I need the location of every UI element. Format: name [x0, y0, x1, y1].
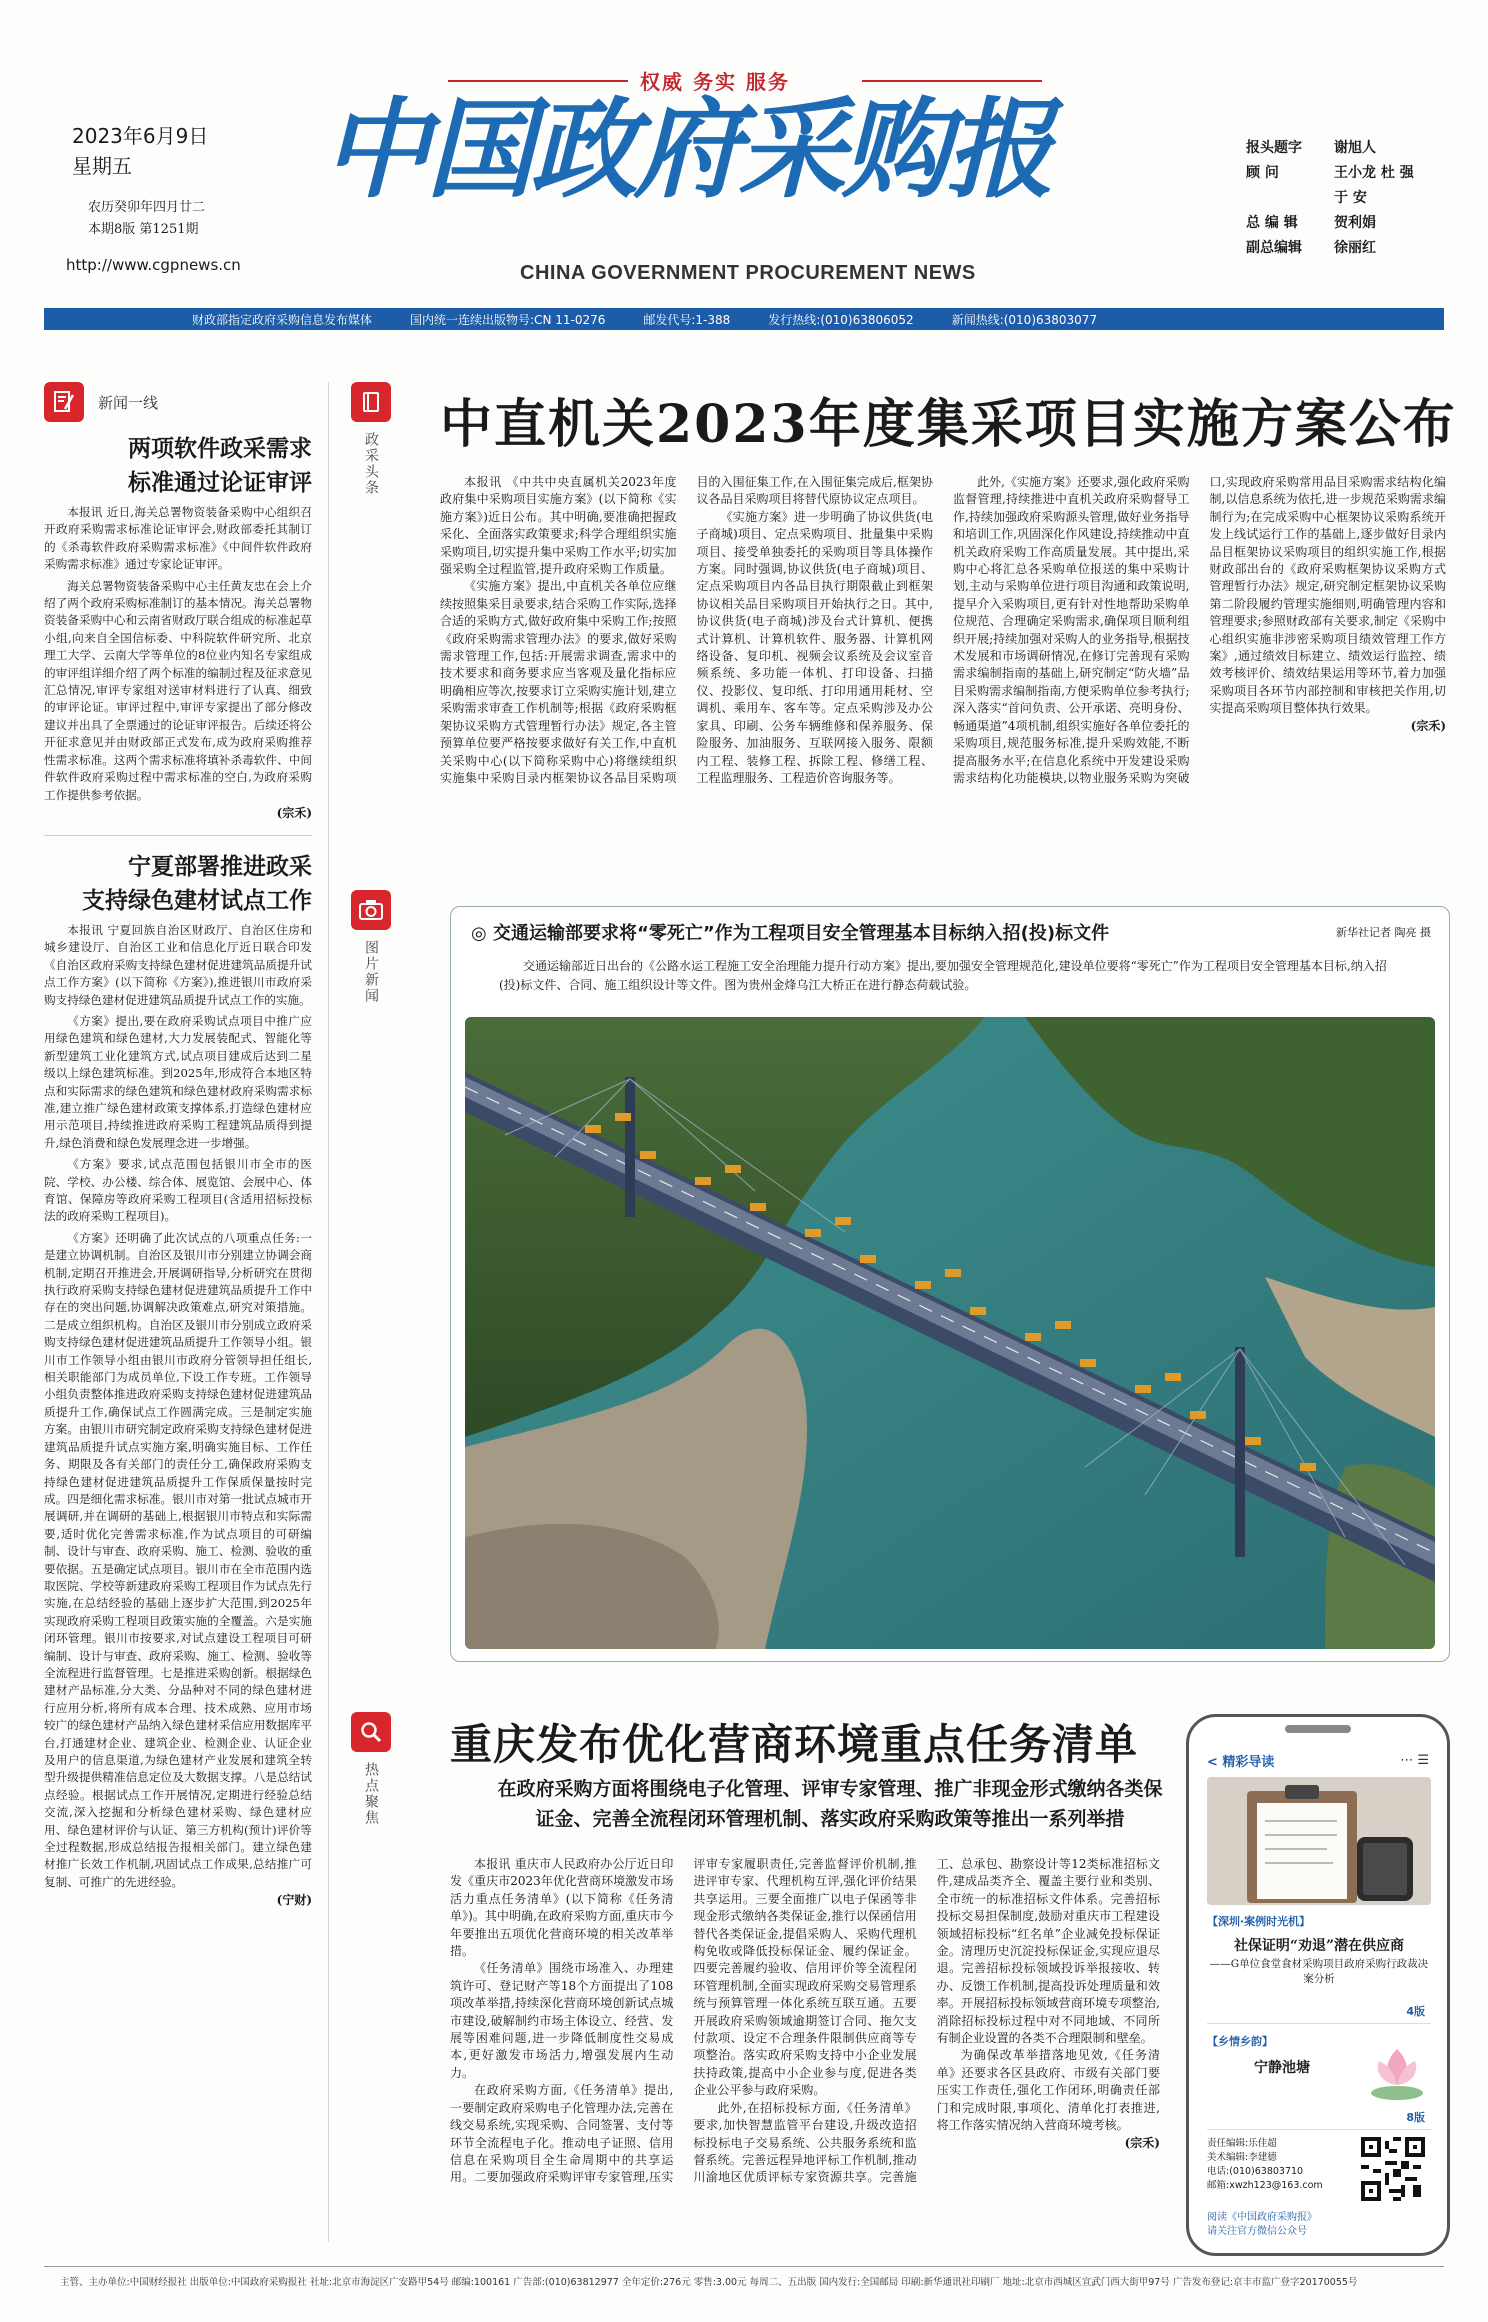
credit-row: 于 安	[1334, 190, 1367, 206]
info-distribution-hotline: 发行热线:(010)63806052	[768, 312, 914, 327]
photo-caption: 交通运输部近日出台的《公路水运工程施工安全治理能力提升行动方案》提出,要加强安全管理规范化,建设单位要将“零死亡”作为工程项目安全管理基本目标,纳入招(投)标文件、合同、施工组织设计等文件。图为贵州金烽乌江大桥正在进行静态荷载试验。	[499, 959, 1387, 992]
info-postal-code: 邮发代号:1-388	[643, 312, 731, 327]
divider	[44, 835, 312, 836]
news-pen-icon	[44, 382, 84, 422]
article-byline: (宁财)	[276, 1893, 312, 1908]
website-link[interactable]: http://www.cgpnews.cn	[66, 256, 241, 274]
credit-row: 副总编辑 徐丽红	[1246, 240, 1376, 256]
publisher-footer: 主管、主办单位:中国财经报社 出版单位:中国政府采购报社 社址:北京市海淀区广安路甲54号 邮编:100161 广告部:(010)63812977 全年定价:276元 零售:3.00元 每周二、五出版 国内发行:全国邮局 印刷:新华通讯社印刷厂 地址:北京市西城区宣武门西大街甲97号 广告发布登记:京丰市监广登字20170055号	[60, 2277, 1358, 2288]
hotspot-subhead: 在政府采购方面将围绕电子化管理、评审专家管理、推广非现金形式缴纳各类保证金、完善全流程闭环管理机制、落实政府采购政策等推出一系列举措	[497, 1778, 1163, 1830]
slogan: 权威 务实 服务	[640, 70, 790, 94]
editorial-credits	[1246, 136, 1414, 261]
newspaper-logo: 中国政府采购报	[322, 87, 1051, 213]
headline-book-icon	[351, 382, 391, 422]
phone-item2-title[interactable]: 宁静池塘	[1254, 2060, 1310, 2076]
hotspot-byline: (宗禾)	[1124, 2135, 1160, 2150]
issue-weekday: 星期五	[72, 154, 132, 178]
photo-news-header	[471, 917, 1431, 947]
section-header-news	[44, 382, 312, 422]
hotspot-headline: 重庆发布优化营商环境重点任务清单	[450, 1720, 1139, 1769]
article-title: 两项软件政采需求 标准通过论证审评	[128, 435, 312, 496]
footer-rule	[44, 2266, 1444, 2267]
newspaper-logo-english: CHINA GOVERNMENT PROCUREMENT NEWS	[520, 262, 976, 284]
phone-item1-page: 4版	[1406, 2005, 1425, 2018]
photo-news-box	[450, 906, 1450, 1662]
hotspot-body: 本报讯 重庆市人民政府办公厅近日印发《重庆市2023年优化营商环境激发市场活力重点任务清单》(以下简称《任务清单》)。其中明确,在政府采购方面,重庆市今年要推出五项优化营商环境的相关改革举措。 《任务清单》围绕市场准入、办理建筑许可、登记财产等18个方面提出了108项改革举措,持续深化营商环境创新试点城市建设,破解制约市场主体设立、经营、发展等困难问题,进一步降低制度性交易成本,更好激发市场活力,增强发展内生动力。 在政府采购方面,《任务清单》提出,一要制定政府采购电子化管理办法,完善在线交易系统,实现采购、合同签署、支付等环节全流程电子化。推动电子证照、信用信息在采购项目全生命周期中的共享运用。二要加强政府采购评审专家管理,压实评审专家履职责任,完善监督评价机制,推进评审专家、代理机构互评,强化评价结果共享运用。三要全面推广以电子保函等非现金形式缴纳各类保证金,推行以保函信用替代各类保证金,提倡采购人、采购代理机构免收或降低投标保证金、履约保证金。四要完善履约验收、信用评价等全流程闭环管理机制,全面实现政府采购交易管理系统与预算管理一体化系统互联互通。五要开展政府采购领域逾期签订合同、拖欠支付款项、设定不合理条件限制供应商等专项整治。落实政府采购支持中小企业发展扶持政策,提高中小企业参与度,促进各类企业公平参与政府采购。 此外,在招标投标方面,《任务清单》要求,加快智慧监管平台建设,升级改造招标投标电子交易系统、公共服务系统和监督系统。完善远程异地评标工作机制,推动川渝地区优质评标专家资源共享。完善施工、总承包、勘察设计等12类标准招标文件,建成品类齐全、覆盖主要行业和类别、全市统一的标准招标文件体系。完善招标投标交易担保制度,鼓励对重庆市工程建设领域招标投标“红名单”企业减免投标保证金。清理历史沉淀投标保证金,实现应退尽退。完善招标投标领域投诉举报接收、转办、反馈工作机制,提高投诉处理质量和效率。开展招标投标领域营商环境专项整治,消除招标投标过程中对不同地域、不同所有制企业设置的各类不合理限制和壁垒。 为确保改革举措落地见效,《任务清单》还要求各区县政府、市级有关部门要压实工作责任,强化工作闭环,明确责任部门和完成时限,事项化、清单化打表推进,将工作落实情况纳入营商环境考核。 (宗禾)	[450, 1857, 1160, 2185]
article-body: 本报讯 近日,海关总署物资装备采购中心组织召开政府采购需求标准论证审评会,财政部委托其制订的《杀毒软件政府采购需求标准》《中间件软件政府采购需求标准》通过专家论证审评。 海关总署物资装备采购中心主任黄友忠在会上介绍了两个政府采购标准制订的基本情况。海关总署物资装备采购中心和云南省财政厅联合组成的标准起草小组,向来自全国信标委、中科院软件研究所、北京理工大学、云南大学等单位的8位业内知名专家组成的审评组详细介绍了两个标准的编制过程及征求意见汇总情况,审评专家组对送审材料进行了认真、细致的审评论证。审评过程中,审评专家提出了部分修改建议并出具了全票通过的论证审评报告。后续还将公开征求意见并由财政部正式发布,成为政府采购推荐性需求标准。这两个需求标准将填补杀毒软件、中间件软件政府采购过程中需求标准的空白,为政府采购工作提供参考依据。 (宗禾)	[44, 505, 312, 820]
section-label: 新闻一线	[98, 393, 159, 412]
phone-item2-page: 8版	[1406, 2111, 1425, 2124]
info-news-hotline: 新闻热线:(010)63803077	[951, 312, 1098, 327]
credit-row: 顾 问 王小龙 杜 强	[1246, 165, 1414, 181]
lead-body: 本报讯 《中共中央直属机关2023年度政府集中采购项目实施方案》(以下简称《实施方案》)近日公布。其中明确,要准确把握政采化、全面落实政策要求;科学合理组织实施采购项目,切实提升集中采购工作水平;切实加强采购全过程监管,提升政府采购工作质量。 《实施方案》提出,中直机关各单位应继续按照集采目录要求,结合采购工作实际,选择合适的采购方式,做好政府集中采购工作;按照《政府采购需求管理办法》的要求,做好采购需求管理工作,包括:开展需求调查,需求中的技术要求和商务要求应当客观及量化指标应明确相应等次,按要求订立采购实施计划,建立采购需求审查工作机制等;根据《政府采购框架协议采购方式管理暂行办法》规定,各主管预算单位要严格按要求做好有关工作,中直机关采购中心(以下简称采购中心)将继续组织实施集中采购目录内框架协议各品目采购项目的入围征集工作,在入围征集完成后,框架协议各品目采购项目将替代原协议定点项目。 《实施方案》进一步明确了协议供货(电子商城)项目、定点采购项目、批量集中采购项目、接受单独委托的采购项目等具体操作方案。同时强调,协议供货(电子商城)项目、定点采购项目内各品目执行期限截止到框架协议相关品目采购项目开始执行之日。其中,协议供货(电子商城)涉及台式计算机、便携式计算机、计算机软件、服务器、计算机网络设备、复印机、视频会议系统及会议室音频系统、多功能一体机、打印设备、扫描仪、投影仪、复印纸、打印用通用耗材、空调机、乘用车、客车等。定点采购涉及办公家具、印刷、公务车辆维修和保养服务、保险服务、加油服务、互联网接入服务、限额内工程、装修工程、拆除工程、修缮工程、工程监理服务、工程造价咨询服务等。 此外,《实施方案》还要求,强化政府采购监督管理,持续推进中直机关政府采购督导工作,持续加强政府采购源头管理,做好业务指导和培训工作,巩固深化作风建设,持续推动中直机关政府采购工作高质量发展。其中提出,采购中心将汇总各采购单位报送的集中采购计划,主动与采购单位进行项目沟通和政策说明,提早介入采购项目,更有针对性地帮助采购单位规范、合理确定采购需求,确保项目顺利组织开展;持续加强对采购人的业务指导,根据技术发展和市场调研情况,在修订完善现有采购需求编制指南的基础上,研究制定“防火墙”品目采购需求编制指南,方便采购单位参考执行;深入落实“首问负责、公开承诺、亮明身份、畅通渠道”4项机制,组织实施好各单位委托的采购项目,规范服务标准,提升采购效能,不断提高服务水平;在信息化系统中开发建设采购需求结构化功能模块,以物业服务采购为突破口,实现政府采购常用品目采购需求结构化编制,以信息系统为依托,进一步规范采购需求编制行为;在完成采购中心框架协议采购系统开发上线试运行工作的基础上,逐步做好目录内品目框架协议采购项目的组织实施工作,根据财政部出台的《政府采购框架协议采购方式管理暂行办法》规定,研究制定框架协议采购第二阶段履约管理实施细则,明确管理内容和管理要求;参照财政部有关要求,制定《采购中心组织实施非涉密采购项目绩效管理工作方案》,通过绩效目标建立、绩效运行监控、绩效考核评价、绩效结果运用等环节,着力加强采购项目各环节内部控制和审核把关作用,切实提高采购项目整体执行效果。 (宗禾)	[440, 475, 1446, 785]
credit-row: 报头题字 谢旭人	[1246, 140, 1376, 156]
lead-story	[440, 382, 1457, 785]
phone-preview	[1186, 1714, 1450, 2256]
clipboard-illustration	[1207, 1777, 1431, 1905]
lead-headline: 中直机关2023年度集采项目实施方案公布	[440, 394, 1457, 455]
phone-menu-icon[interactable]: ⋯ ☰	[1400, 1753, 1429, 1768]
photo-credit: 新华社记者 陶亮 摄	[1336, 926, 1431, 939]
phone-item1-subtitle: ——G单位食堂食材采购项目政府采购行政裁决案分析	[1209, 1958, 1429, 1985]
slogan-rule-left	[448, 80, 628, 82]
side-label-headline: 政采头条	[350, 382, 392, 496]
phone-divider	[1207, 2129, 1431, 2130]
qr-code-icon[interactable]	[1361, 2137, 1425, 2201]
phone-item2-tag: 【乡情乡韵】	[1207, 2035, 1273, 2048]
phone-item1-tag: 【深圳·案例时光机】	[1207, 1915, 1311, 1928]
phone-back-link[interactable]: < 精彩导读	[1207, 1755, 1275, 1770]
slogan-rule-right	[862, 80, 1042, 82]
credit-row: 总 编 辑 贺利娟	[1246, 215, 1376, 231]
article-title: 宁夏部署推进政采 支持绿色建材试点工作	[82, 852, 312, 914]
lead-byline: (宗禾)	[1410, 718, 1446, 733]
issue-lunar-date: 农历癸卯年四月廿二	[88, 200, 206, 215]
column-divider	[328, 382, 329, 2242]
info-designation: 财政部指定政府采购信息发布媒体	[192, 312, 373, 327]
info-cn-number: 国内统一连续出版物号:CN 11-0276	[410, 312, 606, 327]
camera-icon	[351, 890, 391, 930]
phone-wechat-note: 阅读《中国政府采购报》 请关注官方微信公众号	[1207, 2212, 1317, 2237]
lotus-illustration	[1367, 2035, 1427, 2101]
issue-date: 2023年6月9日	[72, 124, 209, 148]
side-label-photo: 图片新闻	[350, 890, 392, 1004]
article-body: 本报讯 宁夏回族自治区财政厅、自治区住房和城乡建设厅、自治区工业和信息化厅近日联合印发《自治区政府采购支持绿色建材促进建筑品质提升试点工作方案》(以下简称《方案》),推进银川市政府采购支持绿色建材促进建筑品质提升试点工作的实施。 《方案》提出,要在政府采购试点项目中推广应用绿色建筑和绿色建材,大力发展装配式、智能化等新型建筑工业化建筑方式,试点项目建成后达到二星级以上绿色建筑标准。到2025年,形成符合本地区特点和实际需求的绿色建筑和绿色建材政府采购需求标准,建立推广绿色建材政策支撑体系,打造绿色建材应用示范项目,持续推进政府采购工程建筑品质得到提升,绿色消费和绿色发展理念进一步增强。 《方案》要求,试点范围包括银川市全市的医院、学校、办公楼、综合体、展览馆、会展中心、体育馆、保障房等政府采购工程项目(含适用招标投标法的政府采购工程项目)。 《方案》还明确了此次试点的八项重点任务:一是建立协调机制。自治区及银川市分别建立协调会商机制,定期召开推进会,开展调研指导,分析研究在贯彻执行政府采购支持绿色建材促进建筑品质提升工作中存在的突出问题,协调解决政策难点,研究对策措施。二是成立组织机构。自治区及银川市分别成立政府采购支持绿色建材促进建筑品质提升工作领导小组。银川市工作领导小组由银川市政府分管领导担任组长,相关职能部门为成员单位,下设工作专班。工作领导小组负责整体推进政府采购支持绿色建材促进建筑品质提升工作,确保试点工作圆满完成。三是制定实施方案。由银川市研究制定政府采购支持绿色建材促进建筑品质提升试点实施方案,明确实施目标、工作任务、期限及各有关部门的责任分工,确保政府采购支持绿色建材促进建筑品质提升工作保质保量按时完成。四是细化需求标准。银川市对第一批试点城市开展调研,并在调研的基础上,根据银川市特点和实际需要,适时优化完善需求标准,作为试点项目的可研编制、设计与审查、政府采购、施工、检测、验收的重要依据。五是确定试点项目。银川市在全市范围内选取医院、学校等新建政府采购工程项目作为试点先行实施,在总结经验的基础上逐步扩大范围,到2025年实现政府采购工程项目政策实施的全覆盖。六是实施闭环管理。银川市按要求,对试点建设工程项目可研编制、设计与审查、政府采购、施工、检测、验收等全流程进行监督管理。七是推进采购创新。根据绿色建材产品标准,分大类、分品种对不同的绿色建材进行应用分析,将所有成本合理、技术成熟、应用市场较广的绿色建材产品纳入绿色建材采信应用数据库平台,打通建材企业、建筑企业、检测企业、认证企业及用户的信息渠道,为绿色建材产业发展和建筑全转型升级提供精准信息定位及大数据支撑。八是总结试点经验。根据试点工作开展情况,定期进行经验总结交流,深入挖掘和分析绿色建材采购、绿色建材应用、绿色建材评价与认证、第三方机构(预计)评价等全过程数据,形成总结报告报相关部门。建立绿色建材推广长效工作机制,巩固试点工作成果,总结推广可复制、可推广的先进经验。 (宁财)	[44, 922, 312, 1908]
phone-divider	[1207, 2023, 1431, 2024]
phone-item1-title[interactable]: 社保证明“劝退”潜在供应商	[1233, 1938, 1405, 1954]
photo-news-title: ◎ 交通运输部要求将“零死亡”作为工程项目安全管理基本目标纳入招(投)标文件	[471, 923, 1110, 944]
publication-info-bar	[44, 308, 1444, 330]
phone-notch	[1285, 1725, 1351, 1733]
magnifier-icon	[351, 1712, 391, 1752]
phone-topbar	[1207, 1751, 1429, 1770]
masthead	[0, 0, 1488, 330]
left-column	[44, 382, 312, 1908]
bridge-photo	[465, 1017, 1435, 1649]
phone-editor-info: 责任编辑:乐佳超 美术编辑:李建德 电话:(010)63803710 邮箱:xwzh123@163.com	[1207, 2138, 1323, 2191]
issue-number: 本期8版 第1251期	[88, 222, 199, 237]
article-byline: (宗禾)	[276, 805, 312, 820]
side-label-hotspot: 热点聚焦	[350, 1712, 392, 1826]
